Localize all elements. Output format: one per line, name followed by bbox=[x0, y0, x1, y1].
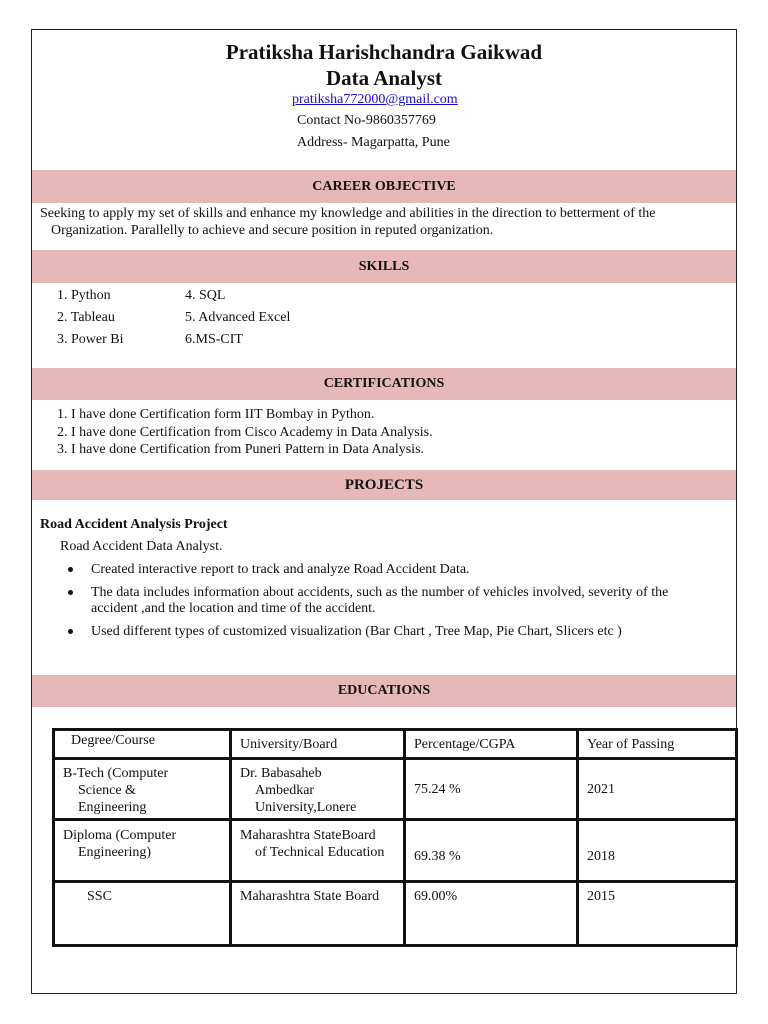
table-row bbox=[54, 759, 737, 820]
degree-line: Engineering) bbox=[78, 845, 152, 860]
bullet-icon bbox=[68, 629, 73, 634]
project-bullet-continuation: accident ,and the location and time of the accident. bbox=[91, 601, 376, 616]
certifications-heading bbox=[32, 368, 736, 400]
skill-item: 2. Tableau bbox=[57, 310, 115, 325]
certification-item: 2. I have done Certification from Cisco Academy in Data Analysis. bbox=[57, 425, 433, 440]
skill-item: 5. Advanced Excel bbox=[185, 310, 291, 325]
board-line: Ambedkar bbox=[255, 783, 315, 798]
skill-item: 6.MS-CIT bbox=[185, 332, 243, 347]
candidate-name: Pratiksha Harishchandra Gaikwad bbox=[225, 40, 543, 64]
column-header: Year of Passing bbox=[578, 730, 737, 759]
skills-heading-label: SKILLS bbox=[358, 259, 410, 274]
degree-cell bbox=[54, 820, 231, 882]
column-header: Degree/Course bbox=[54, 730, 231, 759]
board-line: University,Lonere bbox=[255, 800, 357, 815]
career-objective-line-2: Organization. Parallelly to achieve and secure position in reputed organization. bbox=[51, 223, 494, 238]
year-cell: 2015 bbox=[578, 882, 737, 946]
year-cell: 2021 bbox=[578, 759, 737, 820]
contact-number: Contact No-9860357769 bbox=[297, 113, 436, 128]
projects-heading-label: PROJECTS bbox=[344, 477, 424, 493]
table-row bbox=[54, 820, 737, 882]
degree-line: Diploma (Computer bbox=[63, 828, 177, 843]
project-bullet: The data includes information about accidents, such as the number of vehicles involved, severity of the bbox=[91, 585, 669, 600]
skills-heading bbox=[32, 250, 736, 283]
board-line: Dr. Babasaheb bbox=[240, 766, 322, 781]
project-subtitle: Road Accident Data Analyst. bbox=[60, 539, 223, 554]
bullet-icon bbox=[68, 567, 73, 572]
projects-heading bbox=[32, 470, 736, 500]
education-heading-label: EDUCATIONS bbox=[337, 683, 431, 698]
education-table bbox=[52, 728, 738, 947]
project-title: Road Accident Analysis Project bbox=[40, 517, 228, 532]
degree-line: SSC bbox=[87, 889, 112, 904]
skill-item: 4. SQL bbox=[185, 288, 226, 303]
candidate-role: Data Analyst bbox=[325, 66, 443, 90]
certification-item: 1. I have done Certification form IIT Bombay in Python. bbox=[57, 407, 375, 422]
board-line: of Technical Education bbox=[255, 845, 385, 860]
project-bullet: Created interactive report to track and analyze Road Accident Data. bbox=[91, 562, 470, 577]
degree-cell bbox=[54, 882, 231, 946]
year-cell: 2018 bbox=[578, 820, 737, 882]
career-objective-heading bbox=[32, 170, 736, 203]
board-line: Maharashtra State Board bbox=[240, 889, 380, 904]
degree-line: Engineering bbox=[78, 800, 147, 815]
percentage-cell: 69.38 % bbox=[405, 820, 578, 882]
percentage-cell: 75.24 % bbox=[405, 759, 578, 820]
board-cell bbox=[231, 820, 405, 882]
board-cell bbox=[231, 882, 405, 946]
table-header-row bbox=[54, 730, 737, 759]
address: Address- Magarpatta, Pune bbox=[297, 135, 450, 150]
skill-item: 3. Power Bi bbox=[57, 332, 124, 347]
percentage-cell: 69.00% bbox=[405, 882, 578, 946]
degree-cell bbox=[54, 759, 231, 820]
table-row bbox=[54, 882, 737, 946]
column-header: Percentage/CGPA bbox=[405, 730, 578, 759]
board-cell bbox=[231, 759, 405, 820]
degree-line: Science & bbox=[78, 783, 136, 798]
certifications-heading-label: CERTIFICATIONS bbox=[323, 376, 445, 391]
column-header: University/Board bbox=[231, 730, 405, 759]
certification-item: 3. I have done Certification from Puneri Pattern in Data Analysis. bbox=[57, 442, 425, 457]
education-heading bbox=[32, 675, 736, 707]
career-objective-line-1: Seeking to apply my set of skills and enhance my knowledge and abilities in the direction to betterment of the bbox=[40, 206, 656, 221]
project-bullet: Used different types of customized visualization (Bar Chart , Tree Map, Pie Chart, Slicers etc ) bbox=[91, 624, 622, 639]
career-objective-heading-label: CAREER OBJECTIVE bbox=[312, 179, 456, 194]
email-link[interactable]: pratiksha772000@gmail.com bbox=[292, 92, 458, 107]
degree-line: B-Tech (Computer bbox=[63, 766, 169, 781]
skill-item: 1. Python bbox=[57, 288, 111, 303]
board-line: Maharashtra StateBoard bbox=[240, 828, 376, 843]
bullet-icon bbox=[68, 590, 73, 595]
